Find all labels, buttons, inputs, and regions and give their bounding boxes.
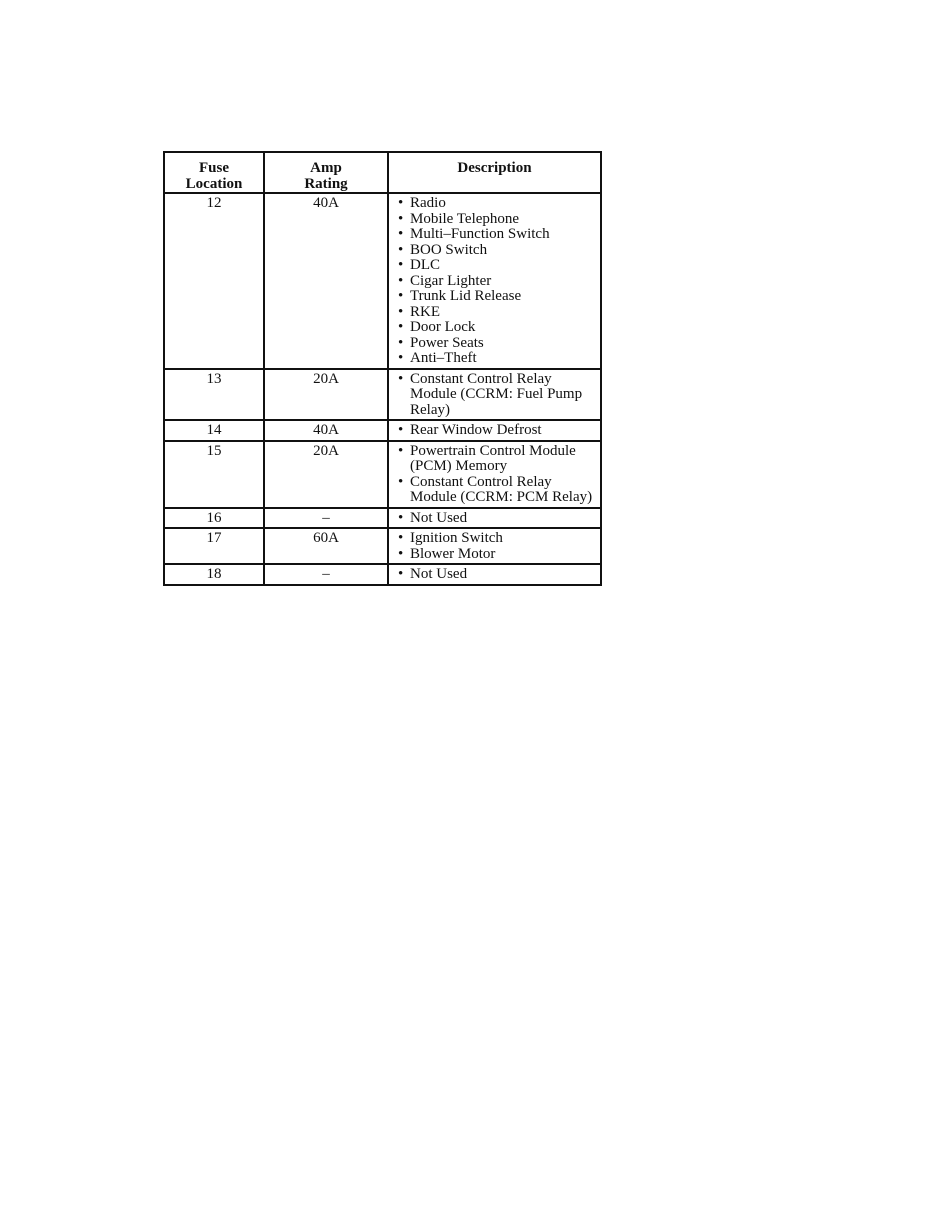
amp-rating-cell: 20A xyxy=(264,441,388,508)
table-row xyxy=(164,441,601,508)
description-item: • Multi–Function Switch xyxy=(398,227,596,243)
amp-rating-cell: – xyxy=(264,564,388,585)
description-item: • DLC xyxy=(398,258,596,274)
header-fuse-location xyxy=(164,152,264,193)
description-cell xyxy=(388,508,601,529)
header-description-line-1: Description xyxy=(457,160,532,176)
description-list xyxy=(398,531,596,562)
description-cell xyxy=(388,193,601,369)
description-list xyxy=(398,372,596,419)
description-item: • Constant Control Relay Module (CCRM: PCM Relay) xyxy=(398,475,596,506)
description-item: • Blower Motor xyxy=(398,547,596,563)
table-row xyxy=(164,193,601,369)
header-amp-rating-line-2: Rating xyxy=(304,175,348,192)
table-row xyxy=(164,564,601,585)
description-item: • BOO Switch xyxy=(398,243,596,259)
description-item: • Constant Control Relay Module (CCRM: Fuel Pump Relay) xyxy=(398,372,596,419)
table-row xyxy=(164,420,601,441)
description-cell xyxy=(388,528,601,564)
description-cell xyxy=(388,564,601,585)
fuse-location-cell: 16 xyxy=(164,508,264,529)
header-fuse-location-line-2: Location xyxy=(185,175,243,192)
header-fuse-location-line-1: Fuse xyxy=(199,160,229,176)
amp-rating-cell: 20A xyxy=(264,369,388,421)
table-row xyxy=(164,508,601,529)
description-list xyxy=(398,567,596,583)
description-cell xyxy=(388,369,601,421)
description-item: • RKE xyxy=(398,305,596,321)
fuse-location-cell: 17 xyxy=(164,528,264,564)
description-item: • Powertrain Control Module (PCM) Memory xyxy=(398,444,596,475)
description-cell xyxy=(388,441,601,508)
description-item: • Cigar Lighter xyxy=(398,274,596,290)
header-amp-rating xyxy=(264,152,388,193)
amp-rating-cell: – xyxy=(264,508,388,529)
description-list xyxy=(398,423,596,439)
header-description xyxy=(388,152,601,193)
description-item: • Anti–Theft xyxy=(398,351,596,367)
header-row xyxy=(164,152,601,193)
amp-rating-cell: 40A xyxy=(264,420,388,441)
fuse-location-cell: 14 xyxy=(164,420,264,441)
fuse-location-cell: 13 xyxy=(164,369,264,421)
description-list xyxy=(398,196,596,367)
description-item: • Power Seats xyxy=(398,336,596,352)
fuse-location-cell: 12 xyxy=(164,193,264,369)
description-item: • Not Used xyxy=(398,511,596,527)
description-item: • Radio xyxy=(398,196,596,212)
header-amp-rating-line-1: Amp xyxy=(310,160,342,176)
description-item: • Door Lock xyxy=(398,320,596,336)
description-item: • Ignition Switch xyxy=(398,531,596,547)
amp-rating-cell: 60A xyxy=(264,528,388,564)
description-item: • Trunk Lid Release xyxy=(398,289,596,305)
description-list xyxy=(398,511,596,527)
fuse-table-body xyxy=(164,193,601,585)
description-item: • Not Used xyxy=(398,567,596,583)
description-list xyxy=(398,444,596,506)
fuse-location-cell: 18 xyxy=(164,564,264,585)
fuse-table xyxy=(163,151,602,586)
amp-rating-cell: 40A xyxy=(264,193,388,369)
description-cell xyxy=(388,420,601,441)
fuse-location-cell: 15 xyxy=(164,441,264,508)
description-item: • Mobile Telephone xyxy=(398,212,596,228)
table-row xyxy=(164,369,601,421)
description-item: • Rear Window Defrost xyxy=(398,423,596,439)
table-row xyxy=(164,528,601,564)
